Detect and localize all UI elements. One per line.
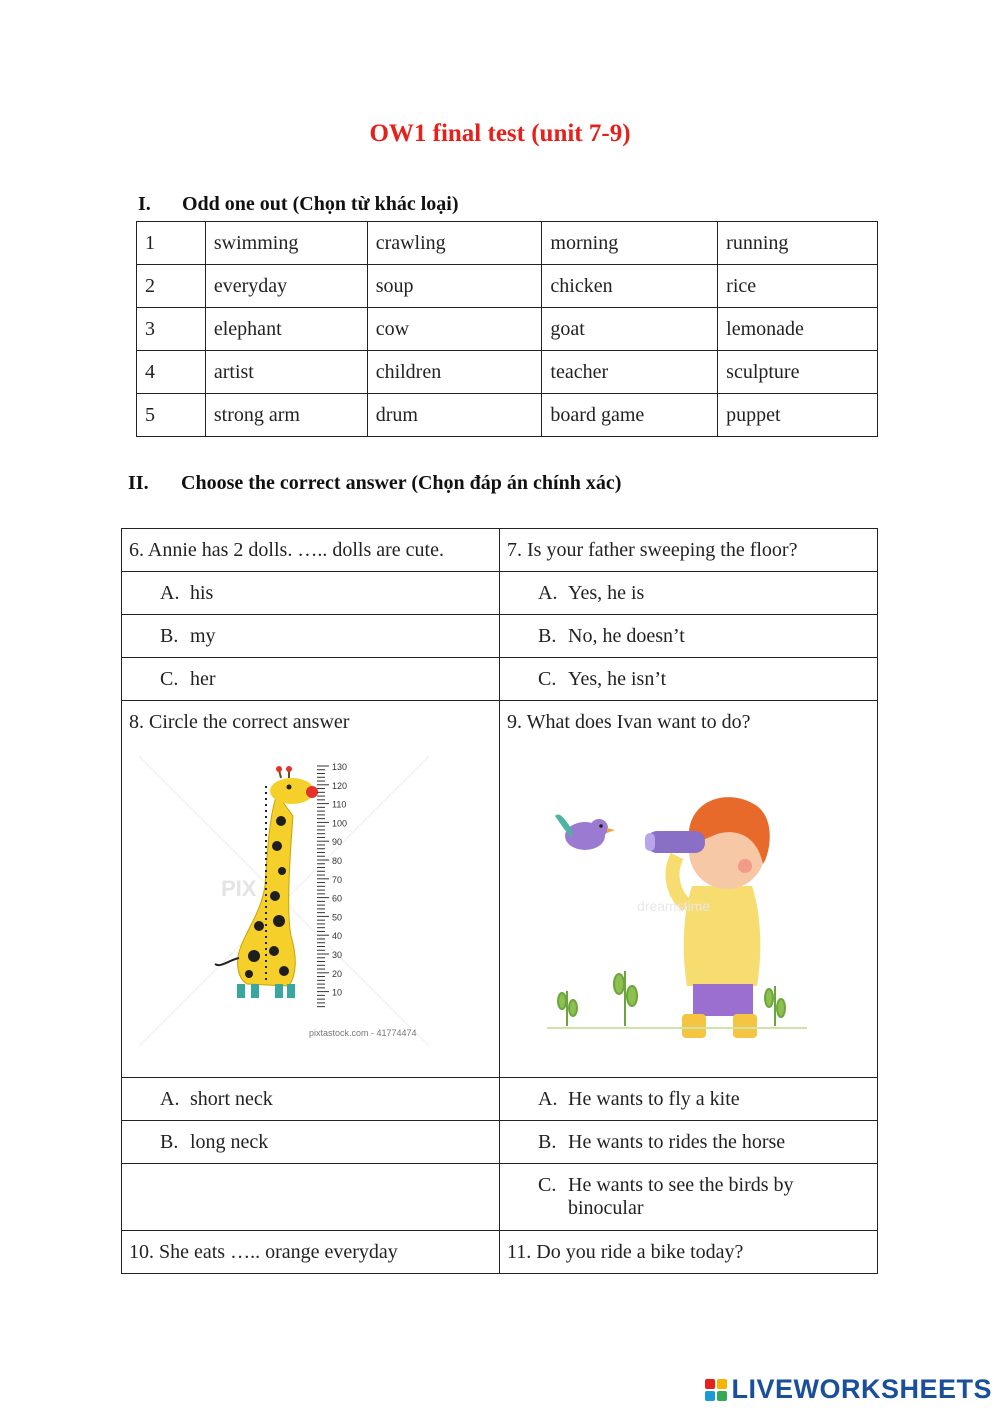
word-choice[interactable]: drum xyxy=(367,394,542,437)
logo-icon xyxy=(705,1379,727,1401)
ruler-label: 70 xyxy=(332,874,343,885)
word-choice[interactable]: strong arm xyxy=(205,394,367,437)
boy-with-binoculars xyxy=(507,746,869,1056)
image-watermark: PIX xyxy=(221,876,257,901)
odd-one-out-row xyxy=(137,265,878,308)
ruler-label: 10 xyxy=(332,987,343,998)
word-choice[interactable]: crawling xyxy=(367,222,542,265)
image-watermark: dreamstime xyxy=(637,898,711,914)
question-8-cell xyxy=(122,701,500,1078)
word-choice[interactable]: lemonade xyxy=(718,308,878,351)
question-7: 7. Is your father sweeping the floor? xyxy=(500,529,878,572)
ruler-label: 80 xyxy=(332,856,343,866)
q9-option-c[interactable]: C. He wants to see the birds by binocular xyxy=(500,1164,878,1231)
q7-option-b[interactable]: B. No, he doesn’t xyxy=(500,615,878,658)
question-11: 11. Do you ride a bike today? xyxy=(500,1231,878,1274)
q6-option-b[interactable]: B. my xyxy=(122,615,500,658)
page-title: OW1 final test (unit 7-9) xyxy=(369,120,631,147)
odd-one-out-row xyxy=(137,351,878,394)
word-choice[interactable]: puppet xyxy=(718,394,878,437)
word-choice[interactable]: artist xyxy=(205,351,367,394)
odd-one-out-row xyxy=(137,394,878,437)
q8-option-b[interactable]: B. long neck xyxy=(122,1121,500,1164)
word-choice[interactable]: swimming xyxy=(205,222,367,265)
question-8: 8. Circle the correct answer xyxy=(129,711,350,733)
q9-option-b[interactable]: B. He wants to rides the horse xyxy=(500,1121,878,1164)
section-2-title: Choose the correct answer (Chọn đáp án chính xác) xyxy=(181,472,622,494)
giraffe-height-chart xyxy=(129,746,491,1056)
word-choice[interactable]: running xyxy=(718,222,878,265)
question-10: 10. She eats ….. orange everyday xyxy=(122,1231,500,1274)
word-choice[interactable]: morning xyxy=(542,222,718,265)
odd-one-out-table xyxy=(136,221,878,437)
ruler-label: 100 xyxy=(332,818,348,829)
row-number: 1 xyxy=(137,222,206,265)
ruler-label: 50 xyxy=(332,912,343,923)
question-9: 9. What does Ivan want to do? xyxy=(507,711,751,733)
word-choice[interactable]: board game xyxy=(542,394,718,437)
boy-image xyxy=(507,746,871,1056)
row-number: 5 xyxy=(137,394,206,437)
section-1-number: I. xyxy=(138,193,151,215)
word-choice[interactable]: children xyxy=(367,351,542,394)
section-1-title: Odd one out (Chọn từ khác loại) xyxy=(182,193,459,215)
word-choice[interactable]: sculpture xyxy=(718,351,878,394)
giraffe-image xyxy=(129,746,493,1056)
q6-option-c[interactable]: C. her xyxy=(122,658,500,701)
q7-option-c[interactable]: C. Yes, he isn’t xyxy=(500,658,878,701)
word-choice[interactable]: rice xyxy=(718,265,878,308)
word-choice[interactable]: elephant xyxy=(205,308,367,351)
empty-cell xyxy=(122,1164,500,1231)
section-1-heading xyxy=(138,193,459,216)
section-2-number: II. xyxy=(128,472,149,494)
word-choice[interactable]: chicken xyxy=(542,265,718,308)
section-2-heading xyxy=(128,472,621,495)
word-choice[interactable]: teacher xyxy=(542,351,718,394)
image-credit: pixtastock.com - 41774474 xyxy=(309,1028,417,1038)
row-number: 3 xyxy=(137,308,206,351)
ruler-label: 20 xyxy=(332,968,343,979)
word-choice[interactable]: cow xyxy=(367,308,542,351)
height-ruler xyxy=(317,762,347,1007)
ruler-label: 130 xyxy=(332,762,348,772)
q9-option-a[interactable]: A. He wants to fly a kite xyxy=(500,1078,878,1121)
logo-text: LIVEWORKSHEETS xyxy=(731,1374,992,1404)
row-number: 4 xyxy=(137,351,206,394)
ruler-label: 120 xyxy=(332,780,348,791)
row-number: 2 xyxy=(137,265,206,308)
ruler-label: 30 xyxy=(332,950,343,960)
q7-option-a[interactable]: A. Yes, he is xyxy=(500,572,878,615)
ruler-label: 110 xyxy=(332,799,347,810)
q6-option-a[interactable]: A. his xyxy=(122,572,500,615)
question-6: 6. Annie has 2 dolls. ….. dolls are cute. xyxy=(122,529,500,572)
word-choice[interactable]: everyday xyxy=(205,265,367,308)
liveworksheets-logo xyxy=(705,1374,992,1405)
word-choice[interactable]: goat xyxy=(542,308,718,351)
ruler-label: 40 xyxy=(332,931,343,942)
multiple-choice-table xyxy=(121,528,878,1274)
odd-one-out-row xyxy=(137,308,878,351)
q8-option-a[interactable]: A. short neck xyxy=(122,1078,500,1121)
ruler-label: 90 xyxy=(332,837,343,848)
ruler-label: 60 xyxy=(332,893,343,904)
question-9-cell xyxy=(500,701,878,1078)
odd-one-out-row xyxy=(137,222,878,265)
word-choice[interactable]: soup xyxy=(367,265,542,308)
